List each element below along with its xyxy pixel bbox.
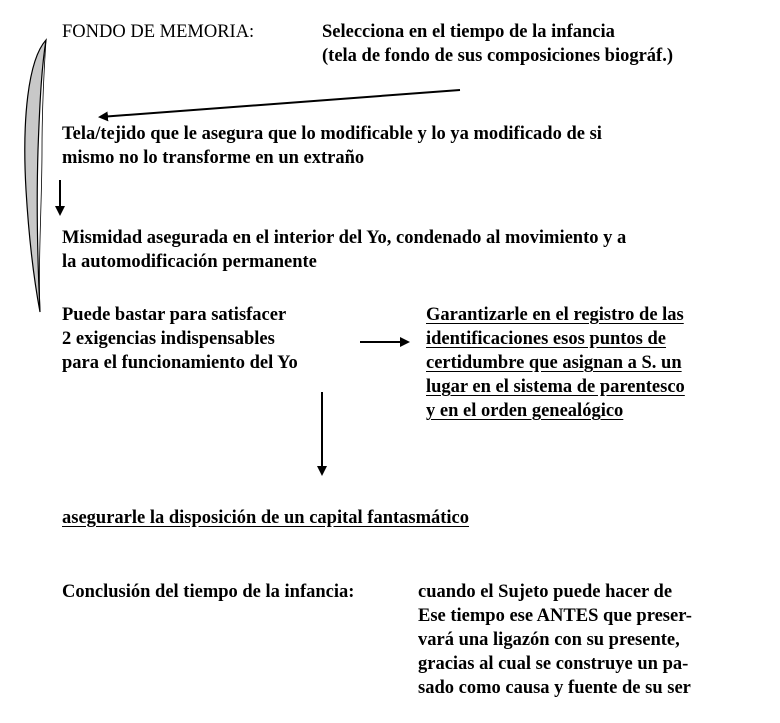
fondo-line-2: (tela de fondo de sus composiciones biográf.) bbox=[322, 46, 673, 66]
curved-brace-shape bbox=[25, 40, 46, 312]
garantizarle-line-3: certidumbre que asignan a S. un bbox=[426, 353, 682, 373]
conclusion-line-2: Ese tiempo ese ANTES que preser- bbox=[418, 606, 692, 626]
garantizarle-line-2: identificaciones esos puntos de bbox=[426, 329, 667, 349]
garantizarle-line-5: y en el orden genealógico bbox=[426, 401, 624, 421]
fondo-line-1: Selecciona en el tiempo de la infancia bbox=[322, 22, 615, 42]
garantizarle-line-1: Garantizarle en el registro de las bbox=[426, 305, 684, 325]
mismidad-line-1: Mismidad asegurada en el interior del Yo, condenado al movimiento y a bbox=[62, 228, 627, 248]
asegurarle-line-1: asegurarle la disposición de un capital fantasmático bbox=[62, 508, 470, 528]
tela-line-1: Tela/tejido que le asegura que lo modificable y lo ya modificado de si bbox=[62, 124, 602, 144]
fondo-label: FONDO DE MEMORIA: bbox=[62, 22, 255, 42]
arrow-fondo-to-tela bbox=[100, 90, 460, 117]
conclusion-line-4: gracias al cual se construye un pa- bbox=[418, 654, 689, 674]
mismidad-line-2: la automodificación permanente bbox=[62, 252, 317, 272]
puede-line-3: para el funcionamiento del Yo bbox=[62, 353, 298, 373]
garantizarle-line-4: lugar en el sistema de parentesco bbox=[426, 377, 685, 397]
conclusion-label: Conclusión del tiempo de la infancia: bbox=[62, 582, 355, 602]
tela-line-2: mismo no lo transforme en un extraño bbox=[62, 148, 365, 168]
conclusion-line-3: vará una ligazón con su presente, bbox=[418, 630, 680, 650]
conclusion-line-5: sado como causa y fuente de su ser bbox=[418, 678, 691, 698]
conclusion-line-1: cuando el Sujeto puede hacer de bbox=[418, 582, 673, 602]
puede-line-2: 2 exigencias indispensables bbox=[62, 329, 275, 349]
puede-line-1: Puede bastar para satisfacer bbox=[62, 305, 287, 325]
